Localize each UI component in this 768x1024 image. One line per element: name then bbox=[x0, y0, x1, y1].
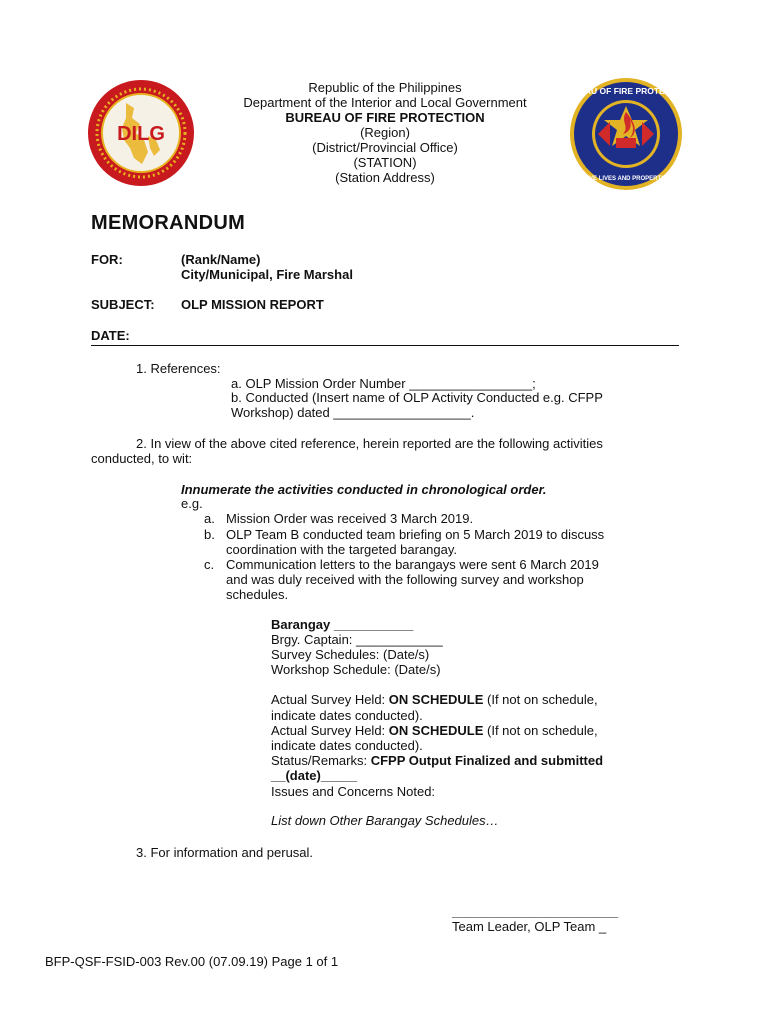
subject-value: OLP MISSION REPORT bbox=[181, 297, 324, 312]
actual-survey-2-prefix: Actual Survey Held: bbox=[271, 723, 389, 738]
issues-concerns: Issues and Concerns Noted: bbox=[271, 784, 436, 799]
date-label: DATE: bbox=[91, 328, 130, 343]
actual-survey-2-suffix: (If not on schedule, bbox=[483, 723, 598, 738]
list-item-b-letter: b. bbox=[204, 527, 215, 542]
memo-title: MEMORANDUM bbox=[91, 212, 246, 234]
actual-survey-1-line1 bbox=[271, 692, 598, 707]
list-item-c-line2: and was duly received with the following survey and workshop bbox=[226, 572, 584, 587]
barangay-label: Barangay ___________ bbox=[271, 617, 414, 632]
reference-a: a. OLP Mission Order Number _________________; bbox=[231, 376, 536, 391]
bfp-bottom-text: SAVE LIVES AND PROPERTIES bbox=[581, 176, 671, 182]
survey-schedules: Survey Schedules: (Date/s) bbox=[271, 647, 430, 662]
subject-label: SUBJECT: bbox=[91, 297, 155, 312]
actual-survey-1-suffix: (If not on schedule, bbox=[483, 692, 598, 707]
list-item-c-line1: Communication letters to the barangays were sent 6 March 2019 bbox=[226, 557, 599, 572]
eg-label: e.g. bbox=[181, 496, 203, 511]
actual-survey-1-status: ON SCHEDULE bbox=[388, 692, 484, 707]
list-item-a-line1: Mission Order was received 3 March 2019. bbox=[226, 511, 474, 526]
barangay-captain: Brgy. Captain: ____________ bbox=[271, 632, 443, 647]
list-item-b-line2: coordination with the targeted barangay. bbox=[226, 542, 458, 557]
status-remarks-date: __(date)_____ bbox=[271, 768, 357, 783]
list-item-c-letter: c. bbox=[204, 557, 215, 572]
header-station: (STATION) bbox=[353, 155, 417, 170]
status-remarks-prefix: Status/Remarks: bbox=[271, 753, 371, 768]
workshop-schedule: Workshop Schedule: (Date/s) bbox=[271, 662, 441, 677]
date-rule bbox=[91, 345, 679, 346]
signature-title: Team Leader, OLP Team _ bbox=[452, 919, 607, 934]
list-item-c-line3: schedules. bbox=[226, 587, 289, 602]
header-bureau: BUREAU OF FIRE PROTECTION bbox=[285, 110, 485, 125]
letterhead bbox=[180, 80, 590, 185]
header-republic: Republic of the Philippines bbox=[308, 80, 462, 95]
paragraph-2-line1: 2. In view of the above cited reference, herein reported are the following activities bbox=[136, 436, 603, 451]
paragraph-2-line2: conducted, to wit: bbox=[91, 451, 193, 466]
actual-survey-2-line2: indicate dates conducted). bbox=[271, 738, 423, 753]
actual-survey-1-line2: indicate dates conducted). bbox=[271, 708, 423, 723]
for-rank-name: (Rank/Name) bbox=[181, 252, 261, 267]
header-department: Department of the Interior and Local Government bbox=[243, 95, 527, 110]
reference-b-line2: Workshop) dated ___________________. bbox=[231, 405, 475, 420]
status-remarks-line1 bbox=[271, 753, 603, 768]
header-address: (Station Address) bbox=[335, 170, 435, 185]
list-other-barangays: List down Other Barangay Schedules… bbox=[271, 813, 499, 828]
paragraph-3: 3. For information and perusal. bbox=[136, 845, 314, 860]
actual-survey-2-status: ON SCHEDULE bbox=[388, 723, 484, 738]
document-footer: BFP-QSF-FSID-003 Rev.00 (07.09.19) Page 1 of 1 bbox=[45, 954, 339, 969]
reference-b-line1: b. Conducted (Insert name of OLP Activity Conducted e.g. CFPP bbox=[231, 390, 603, 405]
actual-survey-2-line1 bbox=[271, 723, 598, 738]
references-heading: 1. References: bbox=[136, 361, 221, 376]
instruction-text: Innumerate the activities conducted in chronological order. bbox=[181, 482, 547, 497]
list-item-a-letter: a. bbox=[204, 511, 215, 526]
for-office: City/Municipal, Fire Marshal bbox=[181, 267, 353, 282]
status-remarks-value: CFPP Output Finalized and submitted bbox=[370, 753, 604, 768]
dilg-logo-text: DILG bbox=[117, 123, 165, 145]
for-label: FOR: bbox=[91, 252, 123, 267]
signature-line: _______________________ bbox=[452, 904, 619, 919]
bfp-ring-text: BUREAU OF FIRE PROTECTION bbox=[560, 86, 692, 96]
list-item-b-line1: OLP Team B conducted team briefing on 5 March 2019 to discuss bbox=[226, 527, 605, 542]
header-district: (District/Provincial Office) bbox=[312, 140, 458, 155]
actual-survey-1-prefix: Actual Survey Held: bbox=[271, 692, 389, 707]
header-region: (Region) bbox=[360, 125, 410, 140]
